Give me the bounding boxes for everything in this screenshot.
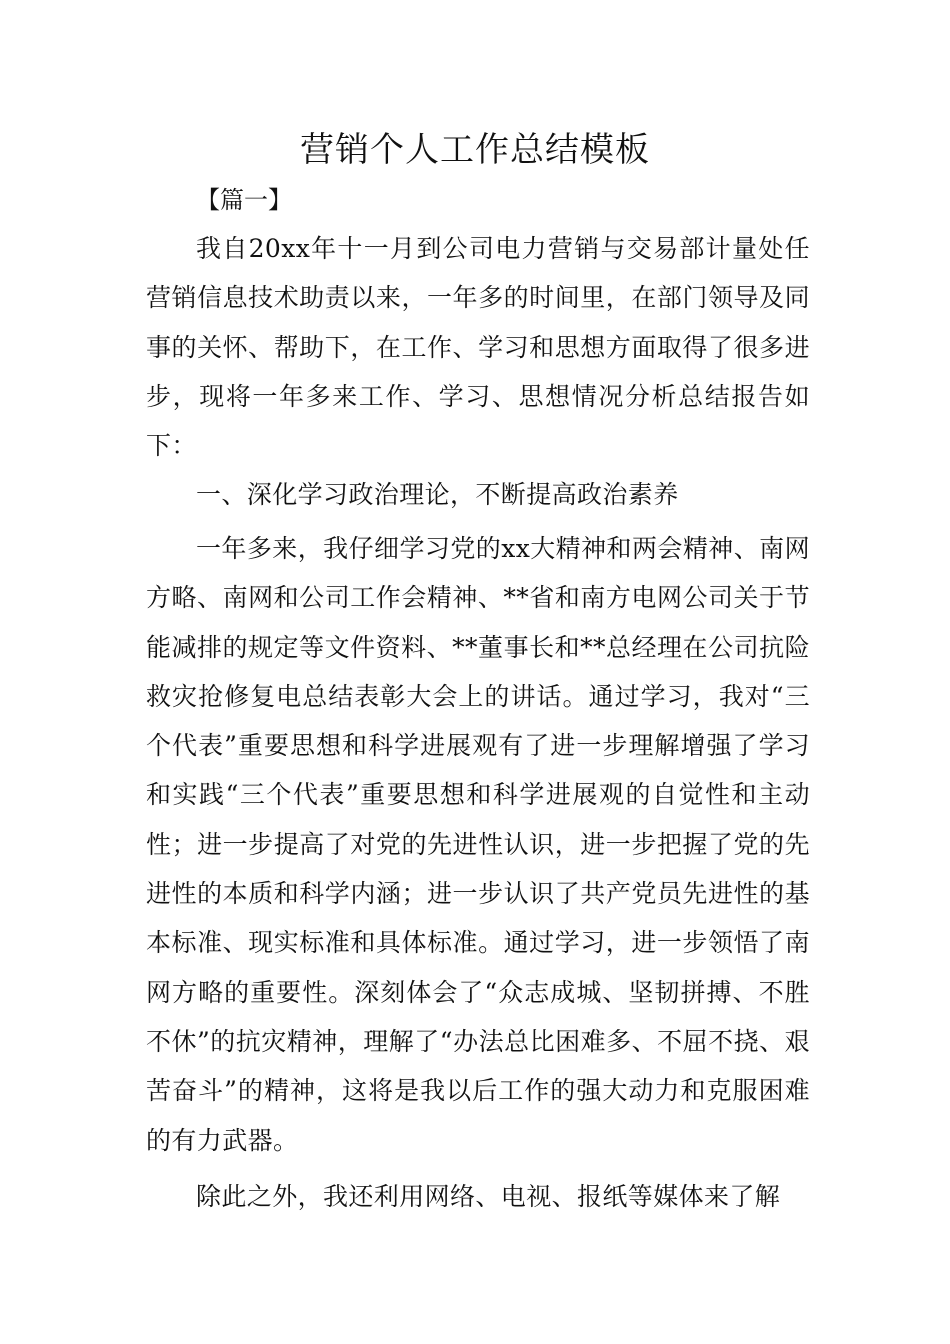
paragraph-intro: 我自20xx年十一月到公司电力营销与交易部计量处任营销信息技术助责以来，一年多的时间里，在部门领导及同事的关怀、帮助下，在工作、学习和思想方面取得了很多进步，现将一年多来工作、学习、思想情况分析总结报告如下： <box>146 234 810 461</box>
paragraph-study: 一年多来，我仔细学习党的xx大精神和两会精神、南网方略、南网和公司工作会精神、**省和南方电网公司关于节能减排的规定等文件资料、**董事长和**总经理在公司抗险救灾抢修复电总结表彰大会上的讲话。通过学习，我对“三个代表”重要思想和科学进展观有了进一步理解增强了学习和实践“三个代表”重要思想和科学进展观的自觉性和主动性；进一步提高了对党的先进性认识，进一步把握了党的先进性的本质和科学内涵；进一步认识了共产党员先进性的基本标准、现实标准和具体标准。通过学习，进一步领悟了南网方略的重要性。深刻体会了“众志成城、坚韧拼搏、不胜不休”的抗灾精神，理解了“办法总比困难多、不屈不挠、艰苦奋斗”的精神，这将是我以后工作的强大动力和克服困难的有力武器。 <box>146 534 810 1155</box>
paragraph-media: 除此之外，我还利用网络、电视、报纸等媒体来了解 <box>196 1182 781 1211</box>
section-tag: 【篇一】 <box>196 186 292 214</box>
section-heading: 一、深化学习政治理论，不断提高政治素养 <box>196 480 679 509</box>
document-title: 营销个人工作总结模板 <box>300 130 650 170</box>
